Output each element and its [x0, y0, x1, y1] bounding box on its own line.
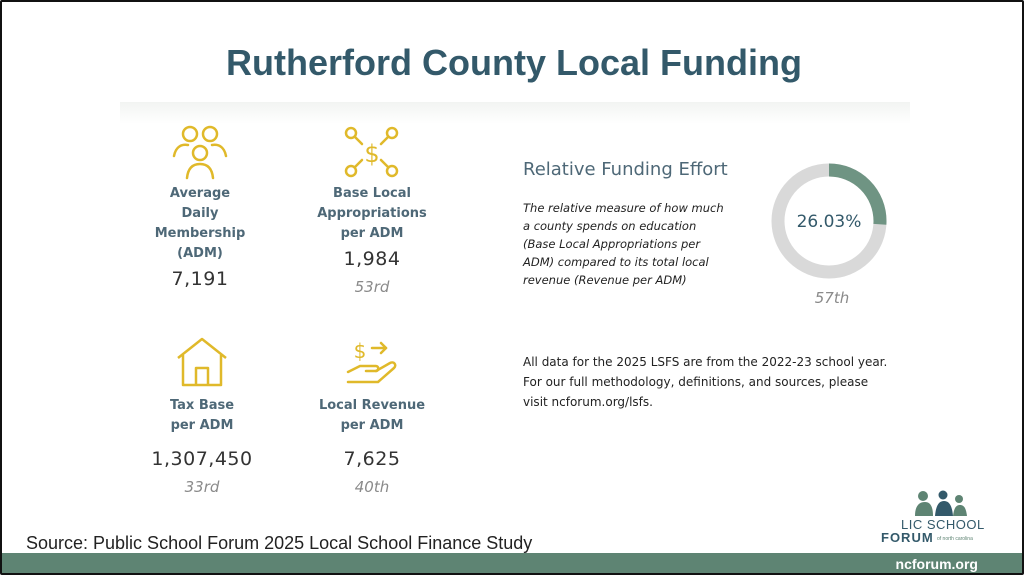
metric-base-local-label — [314, 184, 430, 244]
logo-subtitle: of north carolina — [937, 536, 973, 542]
label-line: Tax Base — [169, 398, 235, 413]
footer-bar — [2, 553, 1024, 575]
page-title: Rutherford County Local Funding — [226, 42, 802, 83]
metric-base-local-value: 1,984 — [343, 248, 401, 270]
label-line: per ADM — [340, 226, 404, 241]
source-citation: Source: Public School Forum 2025 Local School Finance Study — [26, 533, 533, 553]
metric-base-local-rank: 53rd — [354, 278, 390, 296]
hand-dollar-icon — [342, 336, 402, 388]
metric-local-revenue — [312, 336, 432, 496]
label-line: Base Local — [333, 186, 411, 201]
metric-tax-base-label — [142, 396, 262, 436]
metric-base-local — [314, 124, 430, 296]
metric-tax-base-value: 1,307,450 — [151, 448, 253, 470]
label-line: Membership — [154, 226, 246, 241]
description-line: revenue (Revenue per ADM) — [523, 273, 687, 287]
children-reading-icon — [909, 490, 969, 518]
relative-funding-description — [523, 199, 748, 289]
svg-text:$: $ — [353, 339, 367, 363]
label-line: (ADM) — [177, 246, 223, 261]
relative-funding-title: Relative Funding Effort — [523, 159, 728, 180]
data-note — [523, 352, 903, 412]
metric-tax-base-rank: 33rd — [184, 478, 220, 496]
metric-tax-base — [142, 336, 262, 496]
label-line: per ADM — [170, 418, 234, 433]
description-line: (Base Local Appropriations per — [523, 237, 701, 251]
metric-adm-value: 7,191 — [171, 268, 229, 290]
metric-local-revenue-label — [312, 396, 432, 436]
logo-line2: FORUM — [881, 530, 934, 545]
note-line: All data for the 2025 LSFS are from the 2022-23 school year. — [523, 355, 888, 369]
label-line: Appropriations — [317, 206, 427, 221]
description-line: ADM) compared to its total local — [523, 255, 709, 269]
people-group-icon — [170, 124, 230, 180]
description-line: a county spends on education — [523, 219, 697, 233]
label-line: Average Daily — [169, 186, 231, 221]
donut-percent-label: 26.03% — [796, 212, 862, 232]
relative-funding-rank: 57th — [814, 289, 850, 307]
metric-adm-label — [150, 184, 250, 264]
forum-logo — [879, 490, 994, 552]
label-line: Local Revenue — [318, 398, 426, 413]
metric-local-revenue-rank: 40th — [354, 478, 390, 496]
logo-line1: LIC SCHOOL — [901, 517, 985, 532]
dollar-network-icon — [342, 124, 402, 180]
house-icon — [174, 336, 230, 388]
label-line: per ADM — [340, 418, 404, 433]
description-line: The relative measure of how much — [523, 201, 724, 215]
footer-url[interactable]: ncforum.org — [895, 556, 978, 572]
note-line: For our full methodology, definitions, and sources, please — [523, 375, 869, 389]
metric-local-revenue-value: 7,625 — [343, 448, 401, 470]
relative-funding-donut — [767, 159, 891, 283]
metric-adm — [150, 124, 250, 290]
note-line: visit ncforum.org/lsfs. — [523, 395, 653, 409]
svg-text:$: $ — [364, 140, 380, 168]
